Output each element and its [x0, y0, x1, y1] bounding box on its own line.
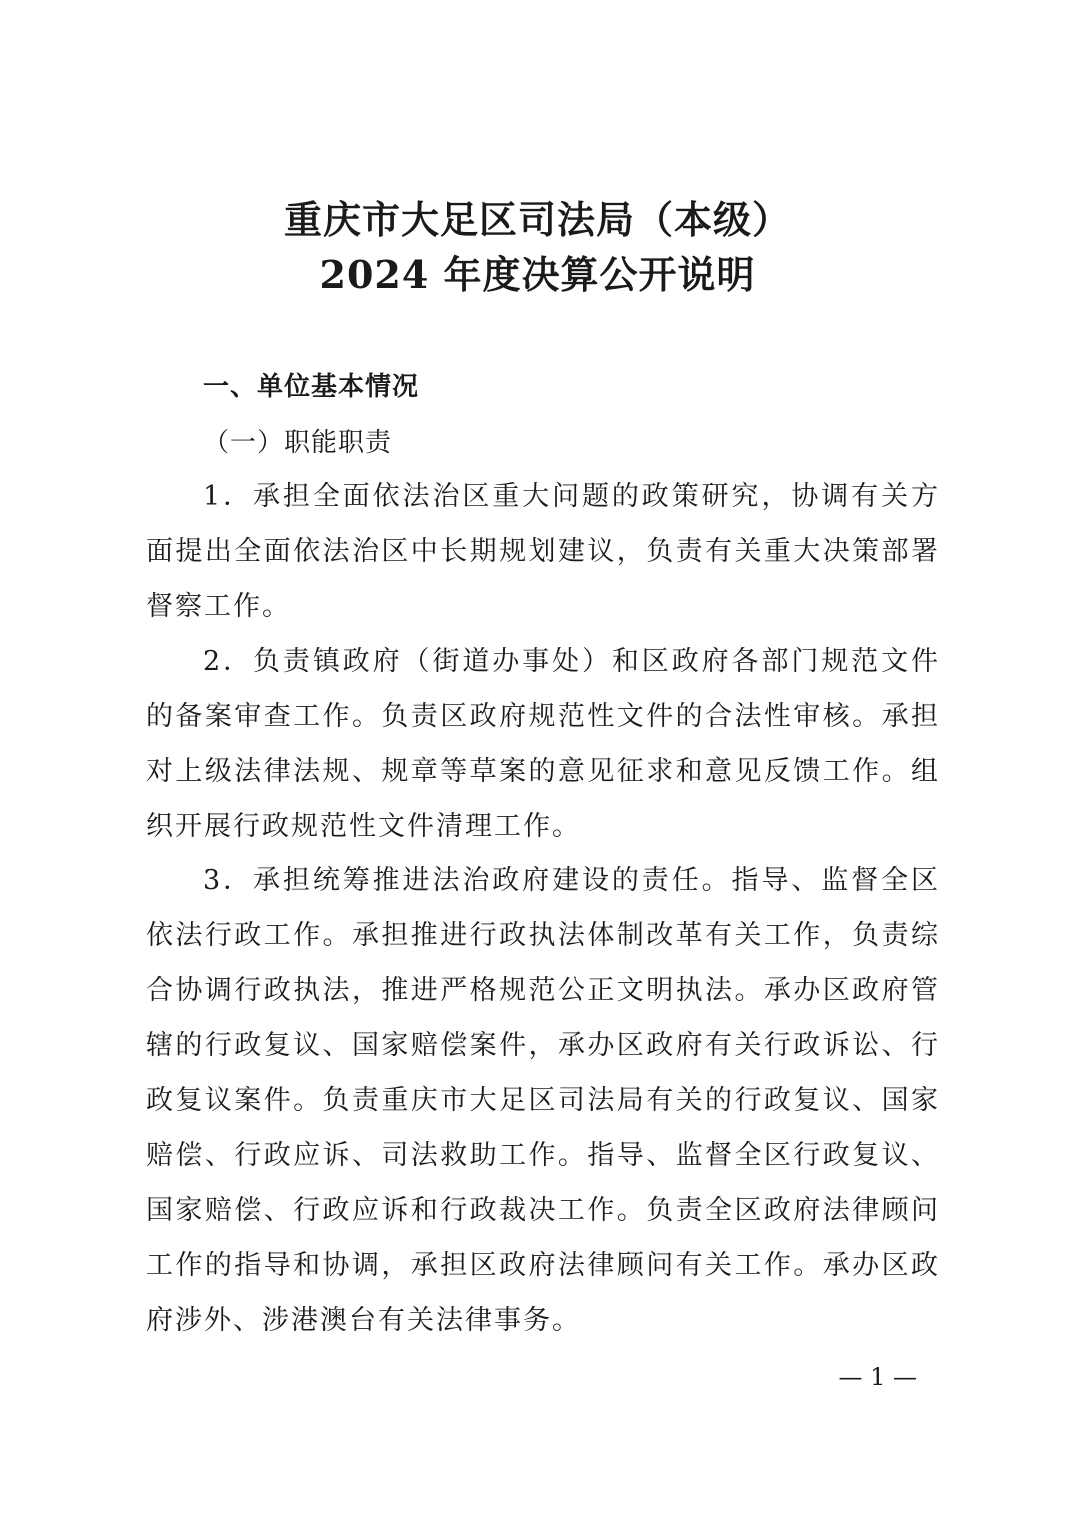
paragraph-2: 2．负责镇政府（街道办事处）和区政府各部门规范文件的备案审查工作。负责区政府规范性文件的合法性审核。承担对上级法律法规、规章等草案的意见征求和意见反馈工作。组织开展行政规范性文件清理工作。 [146, 646, 940, 842]
section-heading: 一、单位基本情况 [203, 372, 420, 402]
subsection-heading: （一）职能职责 [203, 428, 393, 458]
page-number [0, 1365, 1075, 1389]
paragraph-3: 3．承担统筹推进法治政府建设的责任。指导、监督全区依法行政工作。承担推进行政执法体制改革有关工作，负责综合协调行政执法，推进严格规范公正文明执法。承办区政府管辖的行政复议、国家赔偿案件，承办区政府有关行政诉讼、行政复议案件。负责重庆市大足区司法局有关的行政复议、国家赔偿、行政应诉、司法救助工作。指导、监督全区行政复议、国家赔偿、行政应诉和行政裁决工作。负责全区政府法律顾问工作的指导和协调，承担区政府法律顾问有关工作。承办区政府涉外、涉港澳台有关法律事务。 [146, 865, 940, 1336]
document-title-line1: 重庆市大足区司法局（本级） [283, 197, 791, 242]
document-title-line2: 2024 年度决算公开说明 [319, 252, 756, 297]
page-number-text: — 1 — [838, 1363, 917, 1391]
paragraph-1: 1．承担全面依法治区重大问题的政策研究，协调有关方面提出全面依法治区中长期规划建议，负责有关重大决策部署督察工作。 [146, 481, 940, 622]
